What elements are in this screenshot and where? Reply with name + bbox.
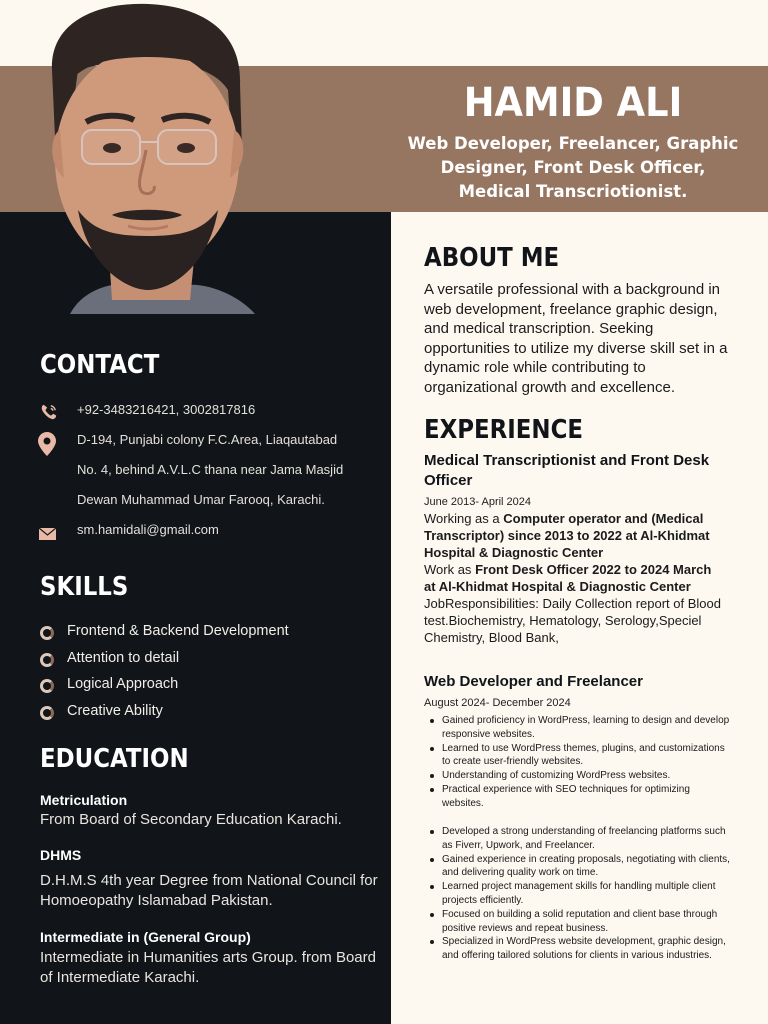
about-heading: ABOUT ME — [424, 243, 560, 273]
list-item: Developed a strong understanding of freelancing platforms such as Fiverr, Upwork, and Freelancer. — [426, 825, 732, 853]
about-text: A versatile professional with a background in web development, freelance graphic design, and medical transcription. Seeking opportunities to utilize my diverse skill set in a dynamic role while contributing to organizational growth and excellence. — [424, 281, 728, 396]
contact-phone[interactable]: +92-3483216421, 3002817816 — [77, 402, 256, 417]
job-text: JobResponsibilities: Daily Collection report of Blood test.Biochemistry, Hematology, Serology,Speciel Chemistry, Blood Bank, — [424, 596, 721, 645]
candidate-name: HAMID ALI — [463, 80, 683, 126]
skill-ring-icon — [40, 679, 54, 693]
list-item: Learned to use WordPress themes, plugins, and customizations to create user-friendly websites. — [426, 742, 732, 770]
education-title: DHMS — [40, 847, 82, 863]
skill-ring-icon — [40, 706, 54, 720]
list-item: Gained proficiency in WordPress, learning to design and develop responsive websites. — [426, 714, 732, 742]
education-title: Intermediate in (General Group) — [40, 929, 251, 945]
skill-ring-icon — [40, 626, 54, 640]
phone-icon — [40, 402, 58, 422]
list-item: Specialized in WordPress website development, graphic design, and offering tailored solutions for clients in various industries. — [426, 935, 732, 963]
contact-address-line-2: No. 4, behind A.V.L.C thana near Jama Masjid — [77, 462, 344, 477]
email-icon — [39, 528, 56, 540]
job-title: Medical Transcriptionist and Front Desk Officer — [424, 452, 710, 489]
job-text-bold: Front Desk Officer 2022 to 2024 March at Al-Khidmat Hospital & Diagnostic Center — [424, 562, 712, 594]
skill-label: Frontend & Backend Development — [67, 623, 289, 639]
job-text: Working as a — [424, 511, 504, 526]
job-dates: June 2013- April 2024 — [424, 496, 532, 508]
experience-heading: EXPERIENCE — [424, 415, 584, 445]
education-description: From Board of Secondary Education Karachi. — [40, 811, 342, 828]
job-text: Work as — [424, 562, 476, 577]
job-dates: August 2024- December 2024 — [424, 697, 571, 709]
list-item: Practical experience with SEO techniques for optimizing websites. — [426, 783, 732, 811]
education-title: Metriculation — [40, 792, 128, 808]
contact-address-line-1: D-194, Punjabi colony F.C.Area, Liaqautabad — [77, 432, 338, 447]
job-description — [424, 510, 724, 646]
contact-heading: CONTACT — [40, 350, 160, 380]
education-description: Intermediate in Humanities arts Group. from Board of Intermediate Karachi. — [40, 949, 376, 986]
list-item: Learned project management skills for handling multiple client projects efficiently. — [426, 880, 732, 908]
list-item: Gained experience in creating proposals, negotiating with clients, and delivering quality work on time. — [426, 853, 732, 881]
education-description: D.H.M.S 4th year Degree from National Council for Homoeopathy Islamabad Pakistan. — [40, 872, 378, 909]
education-heading: EDUCATION — [40, 744, 189, 774]
candidate-roles: Web Developer, Freelancer, Graphic Designer, Front Desk Officer, Medical Transcriotionist. — [407, 134, 739, 201]
location-pin-icon — [38, 432, 56, 456]
list-item: Focused on building a solid reputation and client base through positive reviews and repeat business. — [426, 908, 732, 936]
job-text-bold: Computer operator and (Medical Transcriptor) since 2013 to 2022 at Al-Khidmat Hospital & Diagnostic Center — [424, 511, 710, 560]
job-bullet-list — [426, 714, 732, 811]
skill-label: Creative Ability — [67, 703, 163, 719]
list-item: Understanding of customizing WordPress websites. — [426, 769, 732, 783]
job-title: Web Developer and Freelancer — [424, 673, 643, 690]
job-bullet-list — [426, 825, 732, 963]
skill-label: Attention to detail — [67, 650, 180, 666]
skills-heading: SKILLS — [40, 572, 129, 602]
contact-address-line-3: Dewan Muhammad Umar Farooq, Karachi. — [77, 492, 325, 507]
skill-ring-icon — [40, 653, 54, 667]
skill-label: Logical Approach — [67, 676, 179, 692]
contact-email[interactable]: sm.hamidali@gmail.com — [77, 522, 219, 537]
profile-photo — [30, 0, 260, 314]
